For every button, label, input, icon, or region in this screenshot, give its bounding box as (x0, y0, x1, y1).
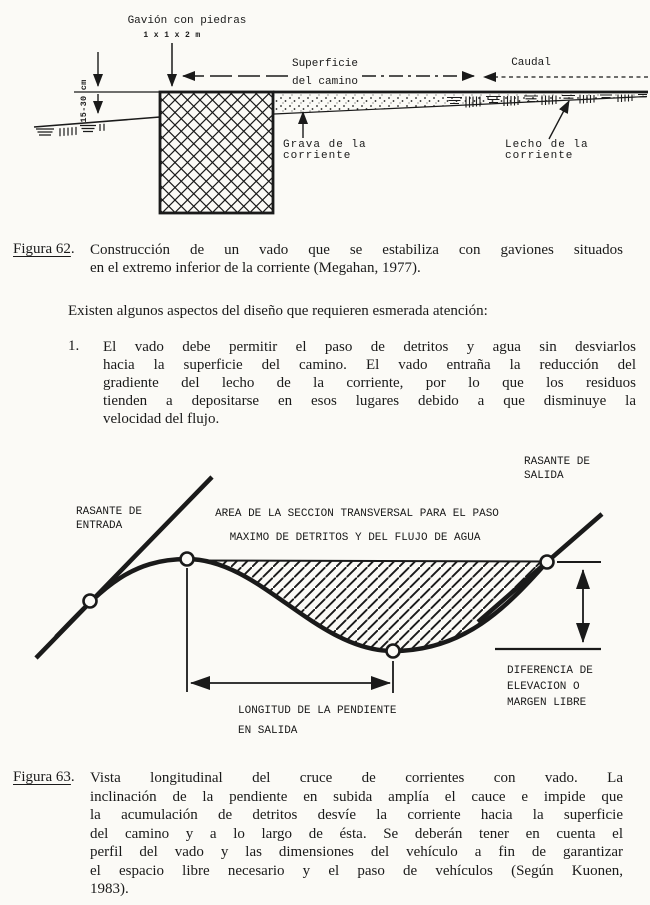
flow-label: Caudal (511, 57, 551, 69)
figure63-caption-label: Figura 63. (13, 769, 75, 785)
figure62-caption (0, 241, 650, 277)
node-circle (541, 556, 554, 569)
elevation-label-line1: DIFERENCIA DE (507, 665, 593, 677)
body-line: gradiente del lecho de la corriente, por lo que los residuos (103, 375, 636, 391)
streambed-label-line1: Lecho de la (505, 139, 589, 151)
node-circle (387, 645, 400, 658)
gravel-label-line2: corriente (283, 150, 352, 162)
caption-line: perfil del vado y las dimensiones del vehículo a fin de garantizar (90, 844, 623, 860)
height-range-label: 15-30 cm (79, 79, 89, 123)
figure63-caption (0, 769, 650, 899)
caption-line: Vista longitudinal del cruce de corrientes con vado. La (90, 770, 623, 786)
node-circle (84, 595, 97, 608)
body-line: hacia la superficie del camino. El vado entraña la reducción del (103, 357, 636, 373)
gravel-label-line1: Grava de la (283, 139, 367, 151)
area-label-line1: AREA DE LA SECCION TRANSVERSAL PARA EL PASO (215, 508, 499, 520)
road-surface-left (34, 117, 160, 127)
caption-line: Construcción de un vado que se estabiliza con gaviones situados (90, 242, 623, 258)
streambed-pointer-arrow (549, 101, 569, 139)
caption-line: inclinación de la pendiente en subida amplía el cauce e impide que (90, 788, 623, 805)
slope-length-label-line2: EN SALIDA (238, 725, 298, 737)
figure63-diagram (0, 440, 650, 745)
exit-grade-label-line1: RASANTE DE (524, 456, 591, 468)
body-line: velocidad del flujo. (103, 411, 220, 427)
list-item-1 (68, 338, 636, 428)
intro-paragraph: Existen algunos aspectos del diseño que requieren esmerada atención: (68, 303, 488, 319)
streambed-label-line2: corriente (505, 150, 574, 162)
figure62-caption-label: Figura 62. (13, 241, 75, 257)
slope-length-label-line1: LONGITUD DE LA PENDIENTE (238, 705, 397, 717)
figure62-diagram (0, 0, 650, 238)
body-line: tienden a depositarse en esos lugares debido a que disminuye la (103, 393, 636, 409)
list-number: 1. (68, 338, 80, 354)
surface-label-line1: Superficie (291, 58, 359, 70)
gabion-box (160, 92, 273, 213)
caption-line: del camino y a lo largo de ésta. Se deberán tener en cuenta el (90, 825, 623, 842)
caption-line: en el extremo inferior de la corriente (Megahan, 1977). (90, 260, 421, 276)
caption-line: la acumulación de detritos desvíe la corriente hacia la superficie (90, 807, 623, 823)
gabion-size-label: 1 x 1 x 2 m (143, 31, 201, 40)
entry-grade-label-line2: ENTRADA (76, 520, 123, 532)
exit-grade-label-line2: SALIDA (524, 470, 564, 482)
caption-line: 1983). (90, 881, 129, 897)
body-line: El vado debe permitir el paso de detritos y agua sin desviarlos (103, 339, 636, 355)
caption-line: el espacio libre necesario y el paso de vehículos (Según Kuonen, (90, 862, 623, 879)
area-label-line2: MAXIMO DE DETRITOS Y DEL FLUJO DE AGUA (229, 532, 481, 544)
entry-grade-label-line1: RASANTE DE (76, 506, 143, 518)
gabion-label: Gavión con piedras (127, 15, 247, 27)
elevation-label-line3: MARGEN LIBRE (507, 697, 587, 709)
elevation-label-line2: ELEVACION O (507, 681, 580, 693)
surface-label-line2: del camino (291, 76, 359, 88)
node-circle (181, 553, 194, 566)
